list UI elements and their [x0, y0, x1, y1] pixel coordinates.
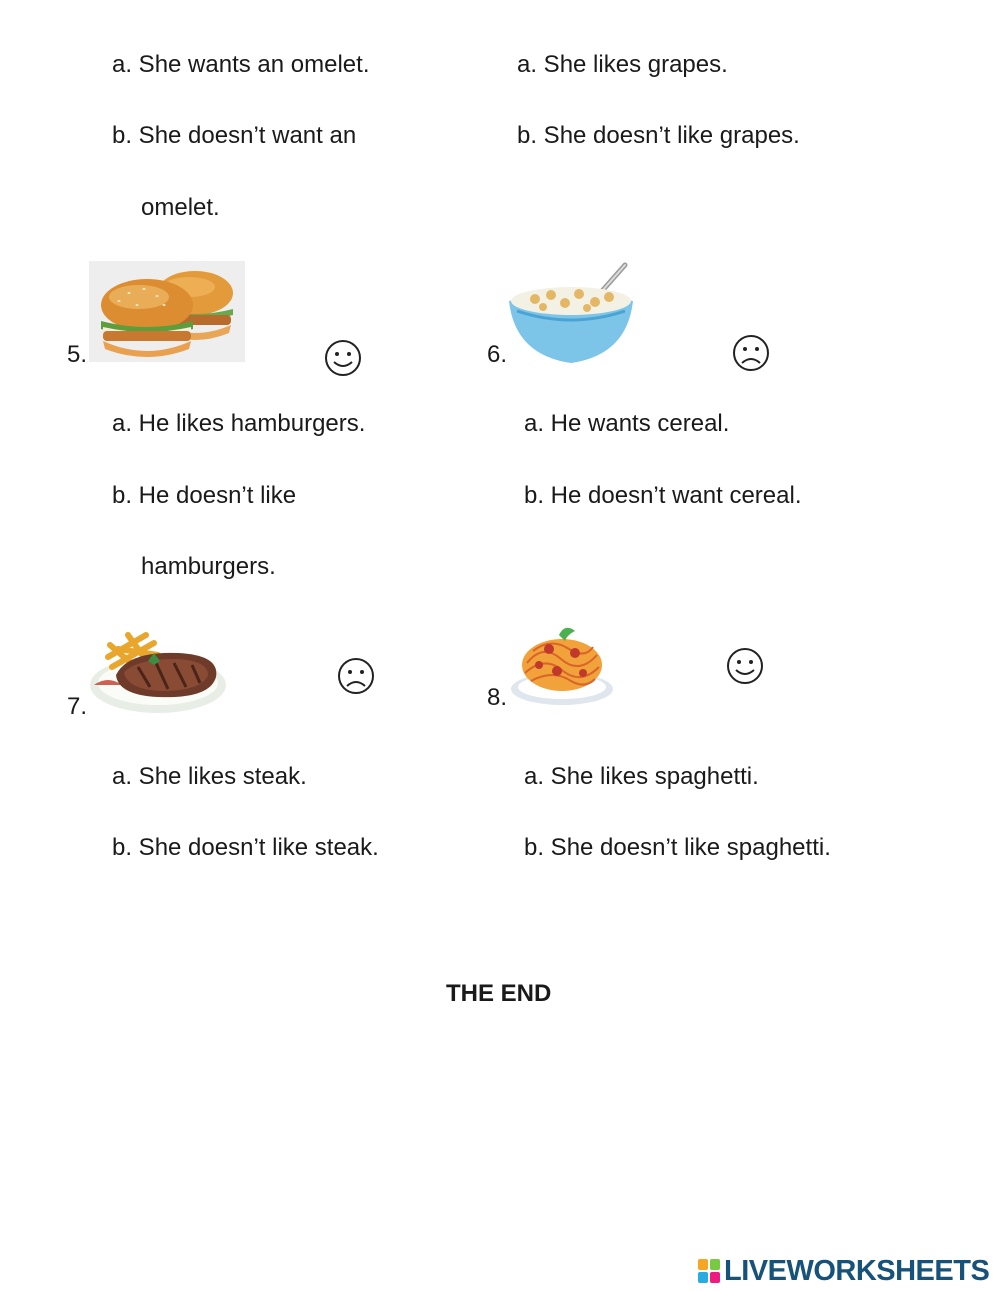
hamburgers-image [89, 261, 245, 362]
option-a-spaghetti: a. She likes spaghetti. [524, 763, 759, 790]
option-b-grapes: b. She doesn’t like grapes. [517, 122, 800, 149]
spaghetti-plate-image [509, 619, 615, 714]
cereal-bowl-image [507, 259, 635, 370]
end-heading: THE END [446, 980, 552, 1007]
logo-text: LIVEWORKSHEETS [724, 1254, 990, 1287]
option-b-omelet: b. She doesn’t want an [112, 122, 357, 149]
question-number-5: 5. [67, 341, 88, 368]
option-a-grapes: a. She likes grapes. [517, 51, 728, 78]
option-b-spaghetti: b. She doesn’t like spaghetti. [524, 834, 831, 861]
option-b-cereal: b. He doesn’t want cereal. [524, 482, 802, 509]
option-b-omelet-continued: omelet. [141, 194, 220, 221]
option-b-hamburgers-continued: hamburgers. [141, 553, 276, 580]
option-a-omelet: a. She wants an omelet. [112, 51, 370, 78]
sad-face-icon [336, 657, 376, 700]
option-a-hamburgers: a. He likes hamburgers. [112, 410, 366, 437]
question-number-8: 8. [487, 684, 508, 711]
logo-mark-icon [697, 1258, 721, 1284]
question-number-6: 6. [487, 341, 508, 368]
question-number-7: 7. [67, 693, 88, 720]
option-b-hamburgers: b. He doesn’t like [112, 482, 297, 509]
smiley-face-icon [323, 339, 363, 382]
liveworksheets-logo[interactable] [697, 1254, 989, 1288]
sad-face-icon [731, 334, 771, 377]
option-b-steak: b. She doesn’t like steak. [112, 834, 379, 861]
smiley-face-icon [725, 647, 765, 690]
option-a-cereal: a. He wants cereal. [524, 410, 730, 437]
option-a-steak: a. She likes steak. [112, 763, 307, 790]
steak-plate-image [88, 623, 228, 720]
